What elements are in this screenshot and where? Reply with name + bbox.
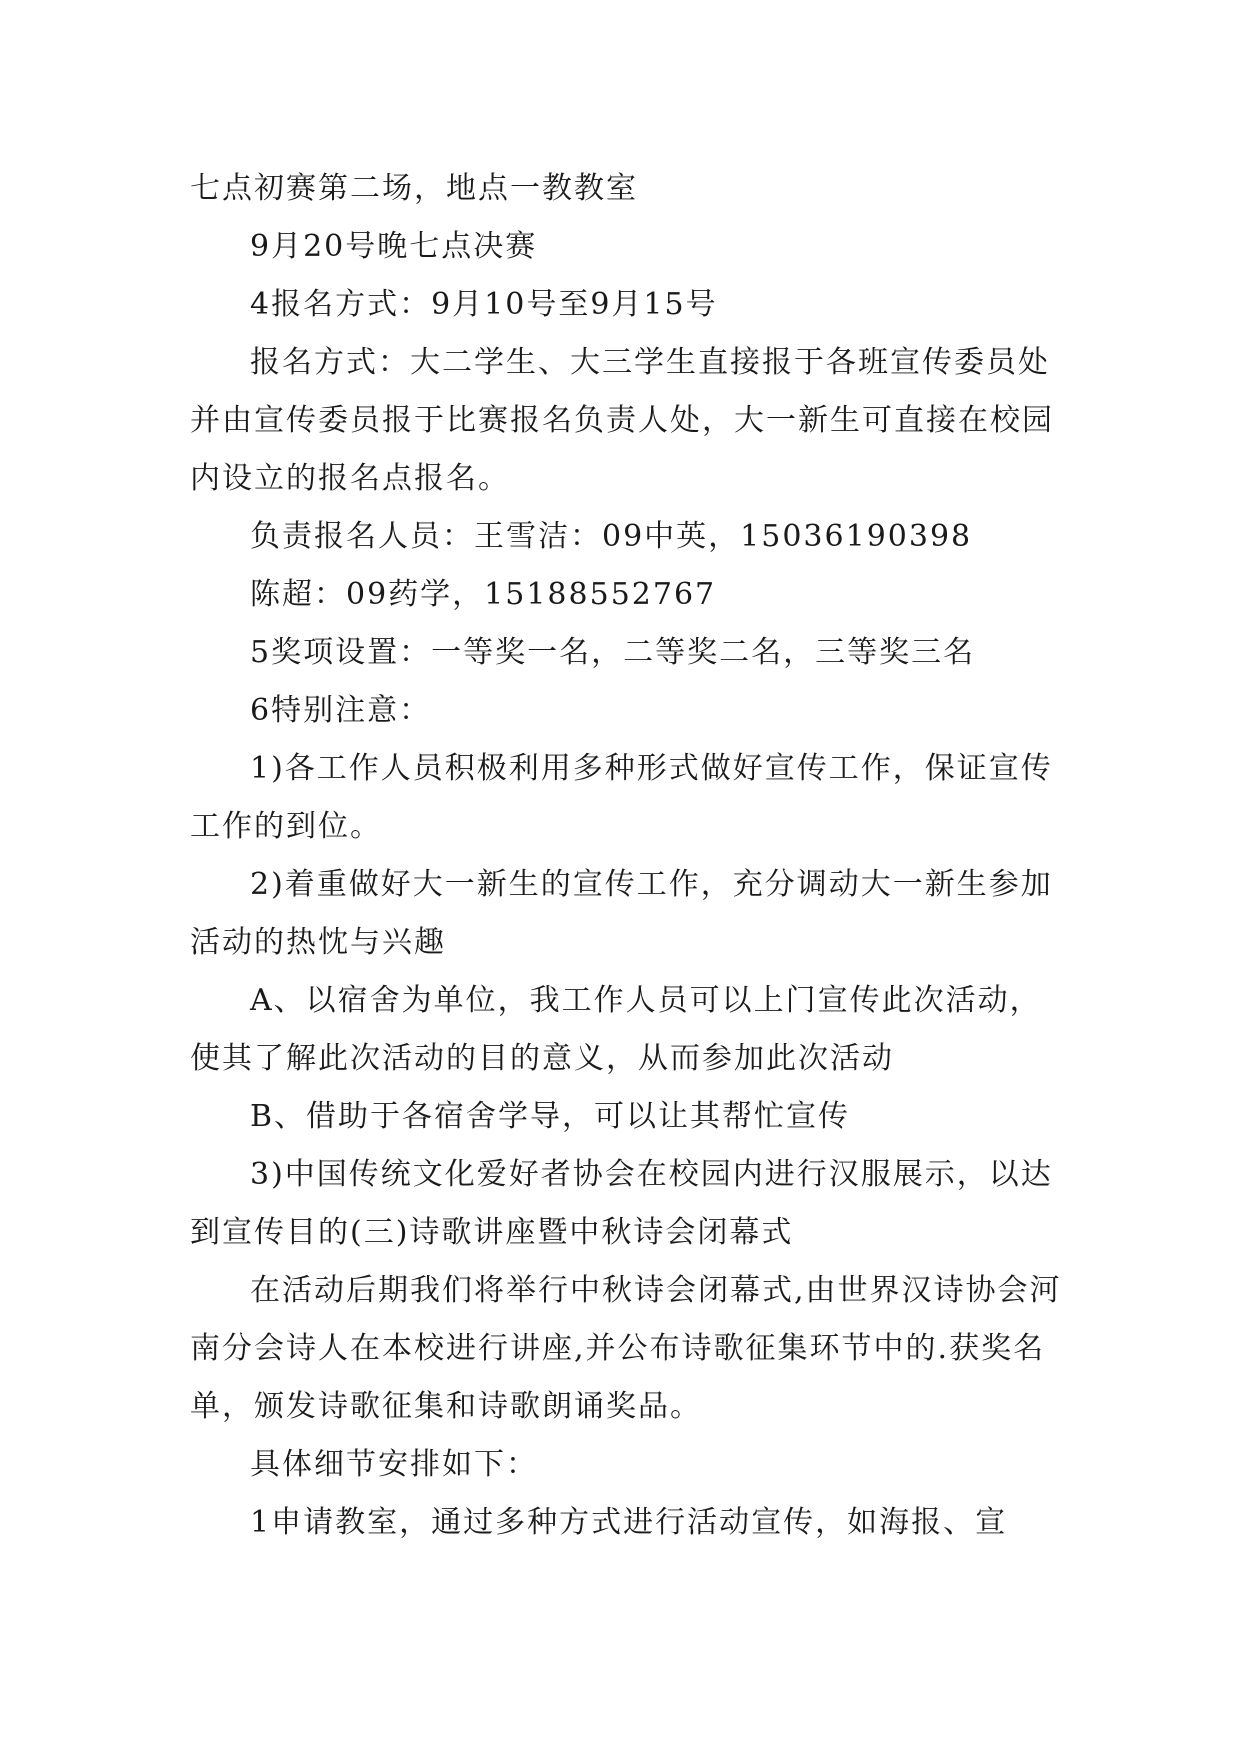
paragraph: 在活动后期我们将举行中秋诗会闭幕式,由世界汉诗协会河南分会诗人在本校进行讲座,并公布诗歌征集环节中的.获奖名单，颁发诗歌征集和诗歌朗诵奖品。 (190, 1273, 1062, 1424)
paragraph: 七点初赛第二场，地点一教教室 (190, 171, 638, 206)
paragraph: 6特别注意： (250, 693, 432, 728)
paragraph: 3)中国传统文化爱好者协会在校园内进行汉服展示，以达到宣传目的(三)诗歌讲座暨中秋诗会闭幕式 (190, 1157, 1053, 1250)
paragraph: 具体细节安排如下： (250, 1447, 538, 1482)
paragraph: 报名方式：大二学生、大三学生直接报于各班宣传委员处并由宣传委员报于比赛报名负责人处，大一新生可直接在校园内设立的报名点报名。 (190, 345, 1054, 496)
paragraph: 2)着重做好大一新生的宣传工作，充分调动大一新生参加活动的热忱与兴趣 (190, 867, 1053, 960)
paragraph: B、借助于各宿舍学导，可以让其帮忙宣传 (250, 1099, 851, 1134)
paragraph: 陈超：09药学，15188552767 (250, 577, 717, 612)
paragraph: A、以宿舍为单位，我工作人员可以上门宣传此次活动，使其了解此次活动的目的意义，从而参加此次活动 (190, 983, 1042, 1076)
paragraph: 负责报名人员：王雪洁：09中英，15036190398 (250, 519, 973, 554)
paragraph: 9月20号晚七点决赛 (250, 229, 538, 264)
paragraph: 1申请教室，通过多种方式进行活动宣传，如海报、宣 (250, 1505, 1008, 1540)
paragraph: 5奖项设置：一等奖一名，二等奖二名，三等奖三名 (250, 635, 976, 670)
document-body (190, 160, 1070, 1552)
paragraph: 4报名方式：9月10号至9月15号 (250, 287, 718, 322)
paragraph: 1)各工作人员积极利用多种形式做好宣传工作，保证宣传工作的到位。 (190, 751, 1053, 844)
